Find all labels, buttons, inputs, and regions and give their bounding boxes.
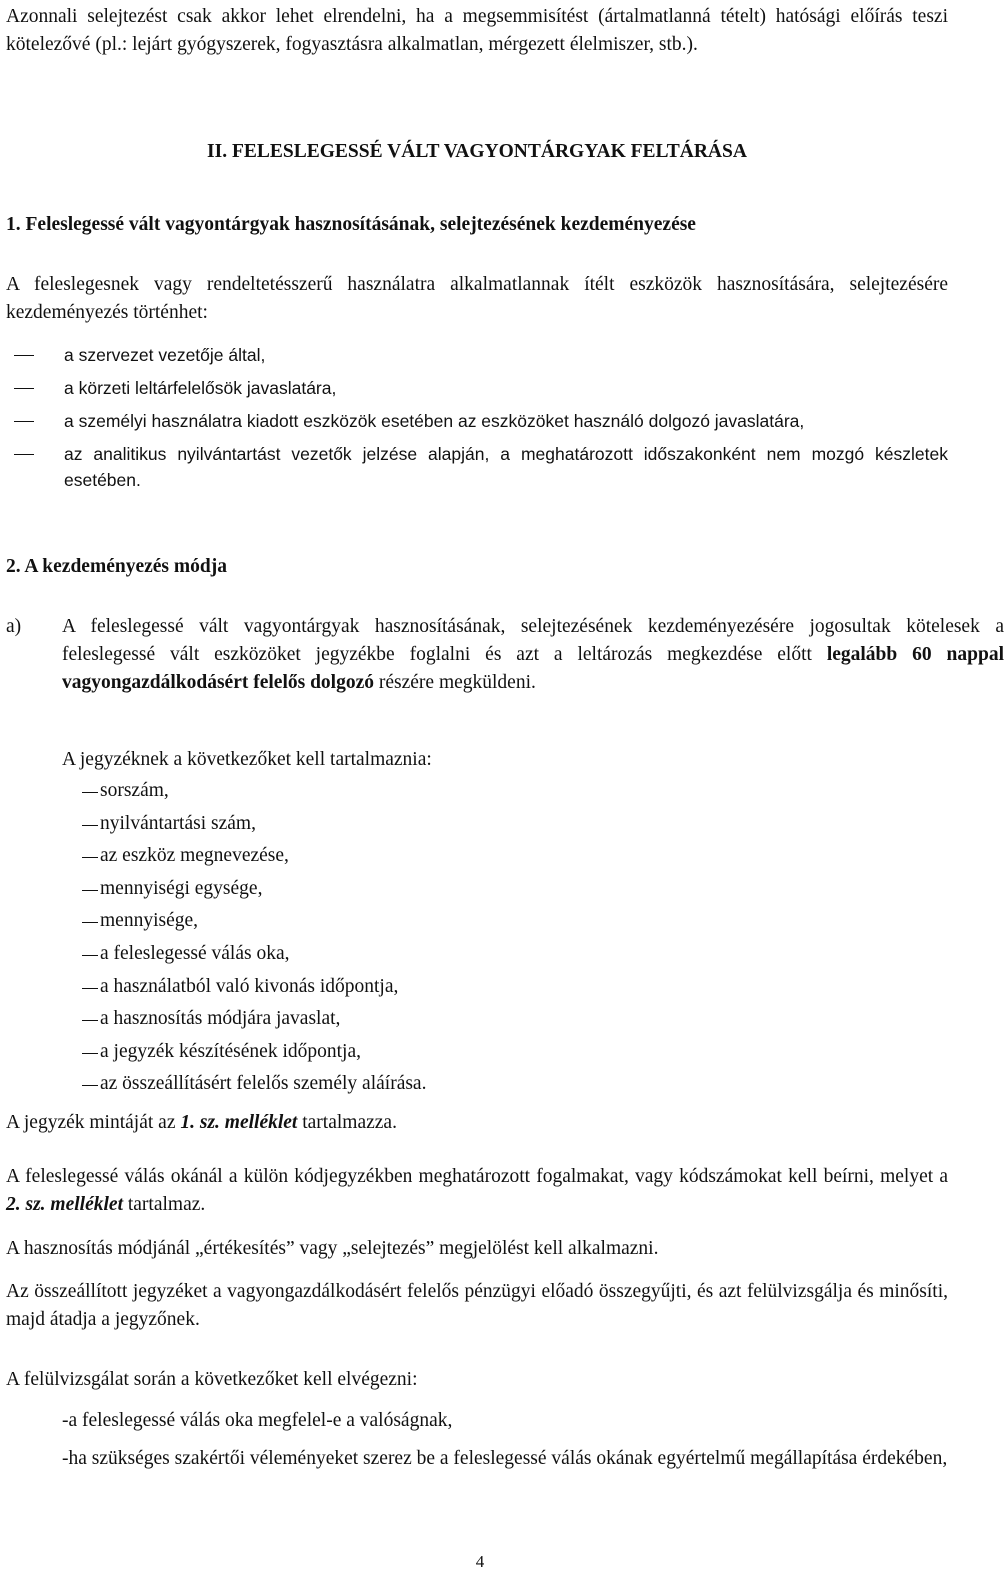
subsection-2-title: 2. A kezdeményezés módja bbox=[6, 556, 227, 577]
initiator-list bbox=[6, 342, 948, 500]
mode-paragraph: A hasznosítás módjánál „értékesítés” vagy „selejtezés” megjelölést kell alkalmazni. bbox=[6, 1238, 659, 1259]
register-contents-list bbox=[82, 777, 948, 1103]
list-item: sorszám, bbox=[100, 780, 169, 801]
deadline-emphasis: legalább 60 nappal vagyongazdálkodásért felelős dolgozó bbox=[62, 644, 1004, 693]
paragraph-a-label: a) bbox=[6, 616, 22, 637]
section-title: II. FELESLEGESSÉ VÁLT VAGYONTÁRGYAK FELTÁRÁSA bbox=[207, 141, 747, 162]
paragraph-a: a) A feleslegessé vált vagyontárgyak hasznosításának, selejtezésének kezdeményezésére jogosultak kötelesek a feleslegessé vált eszközöket jegyzékbe foglalni és azt a leltározás megkezdése előtt legalább 60 nappal vagyongazdálkodásért felelős dolgozó részére megküldeni. bbox=[6, 613, 1004, 697]
list-item: az eszköz megnevezése, bbox=[100, 845, 289, 867]
list-item: a jegyzék készítésének időpontja, bbox=[100, 1040, 361, 1062]
review-paragraph: Az összeállított jegyzéket a vagyongazdálkodásért felelős pénzügyi előadó összegyűjti, és azt felülvizsgálja és minősíti, majd átadja a jegyzőnek. bbox=[6, 1281, 948, 1330]
list-item: az analitikus nyilvántartást vezetők jelzése alapján, a meghatározott időszakonként nem mozgó készletek esetében. bbox=[64, 444, 948, 490]
list-item: a szervezet vezetője által, bbox=[64, 345, 266, 365]
annex-1-reference[interactable]: 1. sz. melléklet bbox=[180, 1112, 298, 1133]
sample-paragraph: A jegyzék mintáját az 1. sz. melléklet tartalmazza. bbox=[6, 1112, 397, 1133]
page-number: 4 bbox=[475, 1552, 485, 1571]
list-item: -ha szükséges szakértői véleményeket szerez be a feleslegessé válás okának egyértelmű megállapítása érdekében, bbox=[62, 1448, 948, 1469]
codes-paragraph: A feleslegessé válás okánál a külön kódjegyzékben meghatározott fogalmakat, vagy kódszámokat kell beírni, melyet a 2. sz. melléklet tartalmaz. bbox=[6, 1166, 948, 1215]
list-item: a személyi használatra kiadott eszközök esetében az eszközöket használó dolgozó javaslatára, bbox=[64, 411, 805, 431]
list-item: a feleslegessé válás oka, bbox=[100, 942, 290, 964]
list-item: a hasznosítás módjára javaslat, bbox=[100, 1008, 341, 1030]
review-intro: A felülvizsgálat során a következőket kell elvégezni: bbox=[6, 1369, 418, 1390]
subsection-1-lead: A feleslegesnek vagy rendeltetésszerű használatra alkalmatlannak ítélt eszközök hasznosítására, selejtezésére kezdeményezés történhet: bbox=[6, 274, 948, 323]
list-item: a körzeti leltárfelelősök javaslatára, bbox=[64, 378, 337, 398]
list-intro: A jegyzéknek a következőket kell tartalmaznia: bbox=[62, 749, 432, 770]
annex-2-reference[interactable]: 2. sz. melléklet bbox=[6, 1194, 123, 1215]
list-item: nyilvántartási szám, bbox=[100, 812, 256, 834]
intro-paragraph: Azonnali selejtezést csak akkor lehet elrendelni, ha a megsemmisítést (ártalmatlanná tételt) hatósági előírás teszi kötelezővé (pl.: lejárt gyógyszerek, fogyasztásra alkalmatlan, mérgezett élelmiszer, stb.). bbox=[6, 6, 948, 55]
list-item: mennyisége, bbox=[100, 910, 199, 932]
list-item: mennyiségi egysége, bbox=[100, 877, 263, 899]
review-list bbox=[62, 1407, 948, 1473]
list-item: a használatból való kivonás időpontja, bbox=[100, 975, 399, 997]
subsection-1-title: 1. Feleslegessé vált vagyontárgyak hasznosításának, selejtezésének kezdeményezése bbox=[6, 214, 696, 235]
list-item: az összeállításért felelős személy aláírása. bbox=[100, 1073, 427, 1095]
list-item: -a feleslegessé válás oka megfelel-e a valóságnak, bbox=[62, 1410, 453, 1431]
